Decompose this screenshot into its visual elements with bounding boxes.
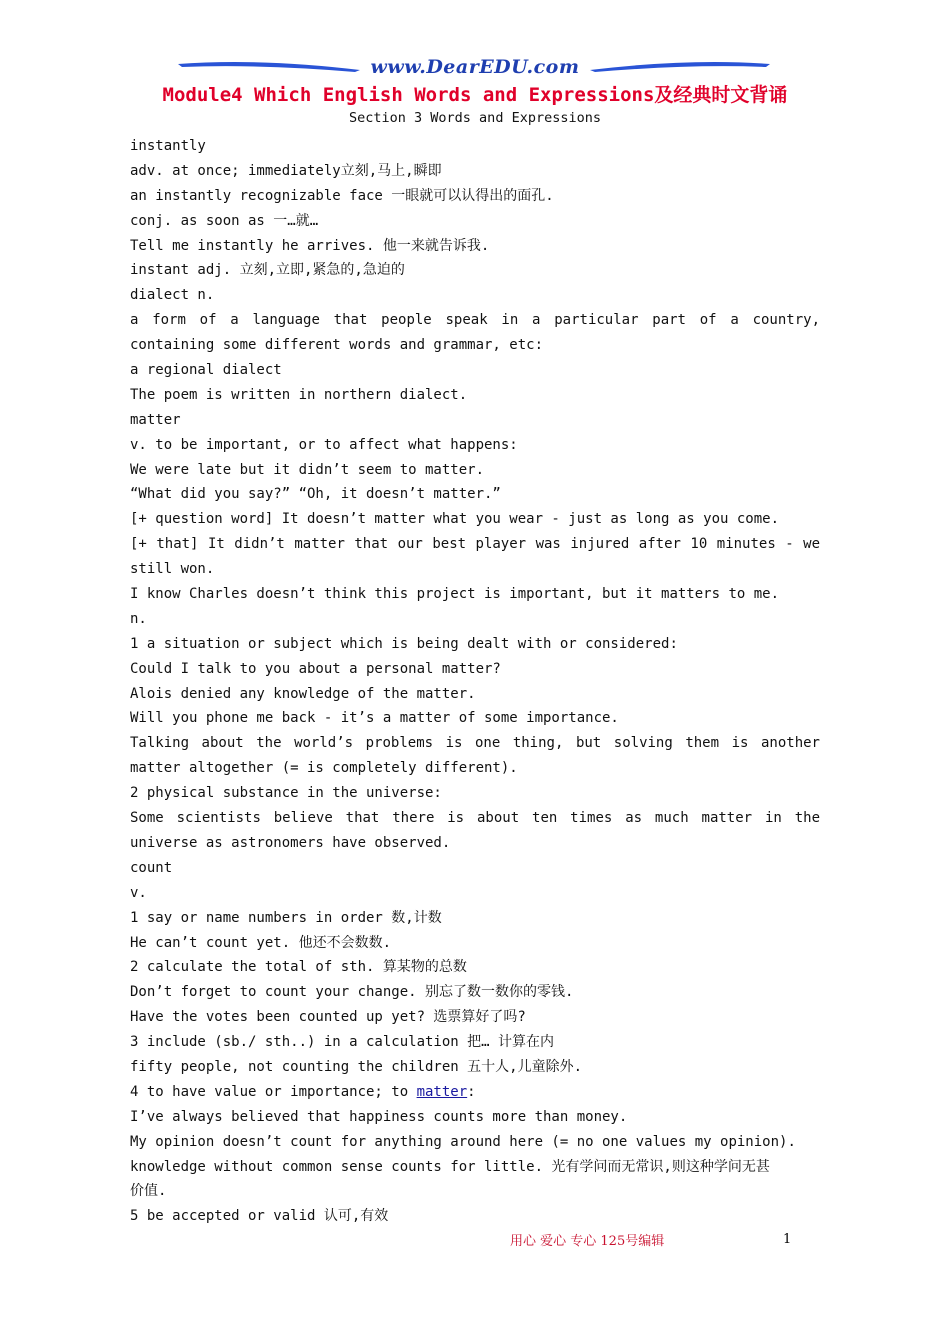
text-line: dialect n. — [130, 287, 215, 304]
text-line: 3 include (sb./ sth..) in a calculation 把… 计算在内 — [130, 1034, 555, 1051]
text-line: Tell me instantly he arrives. 他一来就告诉我. — [130, 237, 490, 254]
site-logo-text: www.DearEDU.com — [370, 56, 580, 78]
text-line: 1 a situation or subject which is being dealt with or considered: — [130, 635, 678, 652]
text-line: knowledge without common sense counts for little. 光有学问而无常识,则这种学问无甚 — [130, 1158, 770, 1175]
text-line: fifty people, not counting the children 五十人,儿童除外. — [130, 1058, 583, 1075]
text-line: n. — [130, 610, 147, 627]
text-line: [+ question word] It doesn’t matter what you wear - just as long as you come. — [130, 511, 780, 528]
text-line: Have the votes been counted up yet? 选票算好了吗? — [130, 1009, 526, 1026]
line-suffix: : — [467, 1083, 476, 1100]
text-line: Will you phone me back - it’s a matter of some importance. — [130, 710, 619, 727]
text-line: a form of a language that people speak in a particular part of a country, — [130, 312, 820, 329]
text-line: matter — [130, 411, 181, 428]
text-line: count — [130, 859, 173, 876]
text-line: 1 say or name numbers in order 数,计数 — [130, 909, 442, 926]
text-line: [+ that] It didn’t matter that our best player was injured after 10 minutes - we — [130, 536, 820, 553]
section-subtitle: Section 3 Words and Expressions — [349, 110, 601, 126]
text-line: Alois denied any knowledge of the matter. — [130, 685, 476, 702]
text-line: v. — [130, 884, 147, 901]
text-line: matter altogether (= is completely different). — [130, 760, 518, 777]
text-line: 价值. — [130, 1183, 167, 1200]
text-line: universe as astronomers have observed. — [130, 834, 451, 851]
line-prefix: 4 to have value or importance; to — [130, 1083, 417, 1100]
text-line: instant adj. 立刻,立即,紧急的,急迫的 — [130, 262, 405, 279]
text-line-with-link — [130, 1080, 820, 1105]
text-line: 2 calculate the total of sth. 算某物的总数 — [130, 959, 467, 976]
text-line: The poem is written in northern dialect. — [130, 386, 468, 403]
page-number: 1 — [783, 1232, 792, 1247]
text-line: conj. as soon as 一…就… — [130, 212, 319, 229]
text-line: My opinion doesn’t count for anything around here (= no one values my opinion). — [130, 1133, 796, 1150]
text-line: He can’t count yet. 他还不会数数. — [130, 934, 392, 951]
text-line: 2 physical substance in the universe: — [130, 785, 442, 802]
text-line: v. to be important, or to affect what happens: — [130, 436, 518, 453]
text-line: an instantly recognizable face 一眼就可以认得出的面孔. — [130, 187, 554, 204]
text-line: a regional dialect — [130, 362, 282, 379]
matter-link[interactable]: matter — [416, 1083, 468, 1100]
text-line: adv. at once; immediately立刻,马上,瞬即 — [130, 162, 442, 179]
text-line: I know Charles doesn’t think this project is important, but it matters to me. — [130, 586, 780, 603]
text-line: 5 be accepted or valid 认可,有效 — [130, 1208, 389, 1225]
text-line: Don’t forget to count your change. 别忘了数一数你的零钱. — [130, 984, 574, 1001]
text-line: We were late but it didn’t seem to matter. — [130, 461, 485, 478]
text-line: still won. — [130, 561, 215, 578]
text-line: containing some different words and grammar, etc: — [130, 337, 544, 354]
text-line: instantly — [130, 138, 206, 154]
document-body — [130, 134, 820, 1229]
text-line: I’ve always believed that happiness counts more than money. — [130, 1108, 628, 1125]
text-line: Talking about the world’s problems is one thing, but solving them is another — [130, 735, 820, 752]
text-line: “What did you say?” “Oh, it doesn’t matter.” — [130, 486, 501, 503]
page-title: Module4 Which English Words and Expressions及经典时文背诵 — [162, 84, 788, 106]
text-line: Could I talk to you about a personal matter? — [130, 660, 501, 677]
text-line: Some scientists believe that there is about ten times as much matter in the — [130, 810, 820, 827]
page-footer: 用心 爱心 专心 125号编辑 — [510, 1234, 665, 1249]
